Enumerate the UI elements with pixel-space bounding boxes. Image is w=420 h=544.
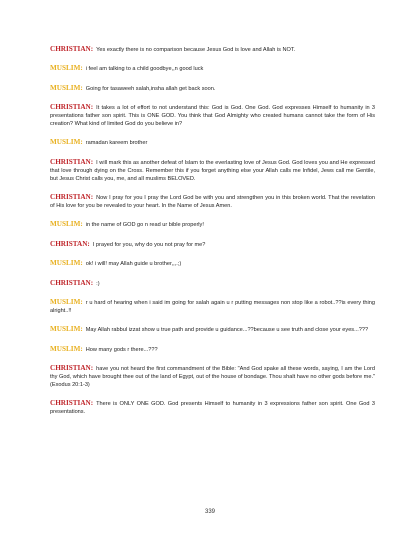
dialogue-turn: [50, 299, 375, 316]
speaker-label: MUSLIM:: [50, 344, 83, 353]
speaker-label: MUSLIM:: [50, 138, 83, 147]
dialogue-text-line: :): [96, 280, 100, 287]
dialogue-text-line: I will mark this as another defeat of Islam to the everlasting love of Jesus God. God loves you and He expressed that love through dying on the Cross. Remember this if you forget anything else your Allah calls me Infidel, Jews call me Gentile, but Jesus Christ calls you, me, and all muslims BELOVED.: [50, 159, 375, 182]
speaker-label: MUSLIM:: [50, 298, 83, 306]
dialogue-turn: [50, 241, 375, 250]
dialogue-text-line: ramadan kareem brother: [85, 140, 148, 147]
speaker-label: CHRISTIAN:: [50, 278, 94, 287]
dialogue-text-line: Yes exactly there is no comparison because Jesus God is love and Allah is NOT.: [96, 47, 296, 53]
dialogue-turn: [50, 104, 375, 129]
dialogue-text-line: in the name of GOD go n read ur bible properly!: [85, 222, 204, 229]
speaker-label: CHRISTIAN:: [50, 193, 94, 202]
dialogue-turn: [50, 221, 375, 230]
dialogue-text-line: have you not heard the first commandment of the Bible: "And God spake all these words, saying, I am the Lord thy God, which have brought thee out of the land of Egypt, out of the house of bondage. Thou shalt have no other gods before me." (Exodus 20:1-3): [50, 366, 375, 388]
dialogue-text-line: How many gods r there...???: [85, 346, 158, 353]
speaker-label: MUSLIM:: [50, 325, 83, 334]
dialogue-turn: [50, 159, 375, 184]
dialogue-turn: [50, 260, 375, 269]
dialogue-turn: [50, 85, 375, 94]
dialogue-text: [50, 46, 375, 428]
dialogue-turn: [50, 194, 375, 211]
dialogue-text-line: It takes a lot of effort to not understand this: God is God. One God. God expresses Himself to humanity in 3 presentations father son spirit. This is ONE GOD. You think that God Almighty who created humans cannot take the form of His creation? What kind of limited God do you believe in?: [50, 105, 375, 128]
dialogue-turn: [50, 346, 375, 355]
speaker-label: MUSLIM:: [50, 83, 83, 92]
page-number: 339: [204, 509, 215, 515]
dialogue-text-line: There is ONLY ONE GOD. God presents Himself to humanity in 3 expressions father son spirit. One God 3 presentations.: [50, 401, 375, 416]
speaker-label: CHRISTIAN:: [50, 364, 94, 373]
speaker-label: CHRISTIAN:: [50, 399, 94, 408]
dialogue-turn: [50, 365, 375, 390]
dialogue-text-line: ok! i will! may Allah guide u brother,,,.;): [85, 261, 182, 268]
dialogue-turn: [50, 280, 375, 289]
dialogue-text-line: May Allah rabbul izzat show u true path and provide u guidance...??because u see truth and close your eyes...???: [85, 327, 369, 334]
speaker-label: MUSLIM:: [50, 220, 83, 229]
dialogue-turn: [50, 400, 375, 417]
speaker-label: MUSLIM:: [50, 259, 83, 268]
dialogue-turn: [50, 326, 375, 335]
speaker-label: CHRISTIAN:: [50, 45, 94, 53]
dialogue-text-line: i feel am talking to a child goodbye,,n good luck: [85, 66, 204, 73]
speaker-label: CHRISTAN:: [50, 239, 90, 248]
speaker-label: CHRISTIAN:: [50, 157, 94, 166]
dialogue-turn: [50, 46, 375, 55]
dialogue-text-line: r u hard of hearing when i said im going for salah again u r putting messages non stop like a robot..??is every thing alright..!!: [50, 300, 375, 314]
dialogue-turn: [50, 139, 375, 148]
dialogue-turn: [50, 65, 375, 74]
dialogue-text-line: Going for tasaweeh salah,insha allah get back soon.: [85, 85, 216, 92]
dialogue-text-line: I prayed for you, why do you not pray for me?: [92, 241, 206, 248]
dialogue-text-line: Now I pray for you I pray the Lord God be with you and strengthen you in this broken world. That the revelation of His love for you be revealed to your heart. In the Name of Jesus Amen.: [50, 195, 375, 209]
speaker-label: CHRISTIAN:: [50, 103, 94, 112]
speaker-label: MUSLIM:: [50, 64, 83, 73]
